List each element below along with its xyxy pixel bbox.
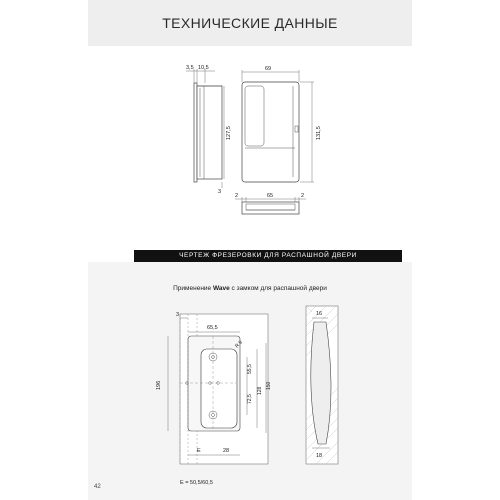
product-name: Wave [212, 285, 230, 292]
milling-front-drawing [156, 312, 272, 486]
dim-side-height: 127,5 [226, 126, 232, 140]
dim-h4: 150 [266, 381, 272, 390]
dim-profile-top: 16 [316, 311, 323, 317]
dim-front-width: 69 [265, 66, 272, 72]
dim-h3: 128 [257, 386, 263, 395]
front-view-drawing [242, 66, 322, 182]
bottom-view-drawing [235, 193, 306, 214]
dim-radius: R 8 [234, 339, 244, 350]
dim-total-height: 196 [156, 380, 162, 390]
dim-offset: 3 [176, 312, 180, 318]
section-header-label: ЧЕРТЕЖ ФРЕЗЕРОВКИ ДЛЯ РАСПАШНОЙ ДВЕРИ [179, 252, 357, 259]
page-title: ТЕХНИЧЕСКИЕ ДАННЫЕ [162, 15, 338, 31]
dim-side-bottom: 3 [218, 189, 222, 195]
dim-side-b: 10,5 [198, 65, 209, 71]
subtitle-post: с замком для распашной двери [231, 285, 327, 292]
dim-h1: 55,5 [247, 364, 253, 374]
dim-formula: E = 50,5/60,5 [180, 480, 213, 486]
dim-front-height: 131,5 [316, 126, 322, 140]
dim-profile-bottom: 18 [316, 453, 323, 459]
dim-h2: 72,5 [247, 394, 253, 404]
dim-bottom-right: 2 [301, 193, 305, 199]
page-number: 42 [94, 484, 101, 490]
subtitle-pre: Применение [173, 285, 212, 292]
side-view-drawing [186, 65, 232, 195]
dim-milling-width: 65,5 [207, 325, 218, 331]
dim-e: E [197, 448, 201, 454]
dim-side-a: 3,5 [186, 65, 194, 71]
dim-bottom-left: 2 [235, 193, 239, 199]
milling-profile-drawing [306, 306, 338, 464]
dim-w28: 28 [223, 448, 230, 454]
dim-bottom-width: 65 [267, 193, 274, 199]
